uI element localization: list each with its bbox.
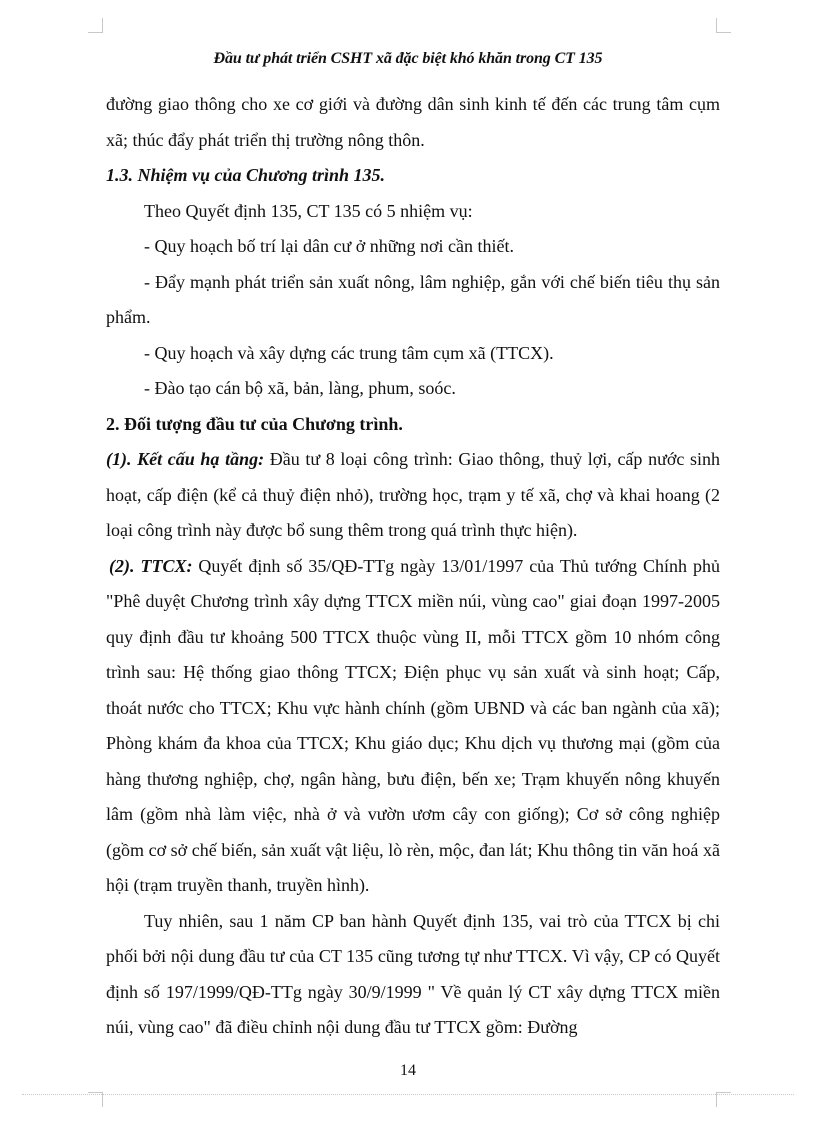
page-body bbox=[106, 87, 720, 1046]
paragraph-text: Đầu tư 8 loại công trình: Giao thông, thuỷ lợi, cấp nước sinh hoạt, cấp điện (kể cả thuỷ điện nhỏ), trường học, trạm y tế xã, chợ và khai hoang (2 loại công trình này được bổ sung thêm trong quá trình thực hiện). bbox=[106, 449, 720, 540]
list-item: - Đào tạo cán bộ xã, bản, làng, phum, soóc. bbox=[144, 378, 456, 398]
crop-mark-top-left bbox=[88, 18, 103, 33]
section-heading-1-3: 1.3. Nhiệm vụ của Chương trình 135. bbox=[106, 165, 385, 185]
page-number: 14 bbox=[400, 1062, 416, 1079]
subsection-label: (1). Kết cấu hạ tầng: bbox=[106, 449, 265, 469]
section-heading-2: 2. Đối tượng đầu tư của Chương trình. bbox=[106, 413, 403, 434]
paragraph-ttcx bbox=[106, 549, 720, 904]
page-bottom-divider bbox=[22, 1094, 794, 1095]
paragraph-infrastructure bbox=[106, 442, 720, 549]
list-item: - Đẩy mạnh phát triển sản xuất nông, lâm nghiệp, gắn với chế biến tiêu thụ sản phẩm. bbox=[106, 271, 720, 327]
list-item: - Quy hoạch bố trí lại dân cư ở những nơi cần thiết. bbox=[144, 236, 514, 256]
running-header: Đầu tư phát triển CSHT xã đặc biệt khó khăn trong CT 135 bbox=[213, 50, 603, 67]
crop-mark-top-right bbox=[716, 18, 731, 33]
paragraph-continuation: đường giao thông cho xe cơ giới và đường dân sinh kinh tế đến các trung tâm cụm xã; thúc đẩy phát triển thị trường nông thôn. bbox=[106, 94, 720, 150]
paragraph-text: Quyết định số 35/QĐ-TTg ngày 13/01/1997 của Thủ tướng Chính phủ "Phê duyệt Chương trình xây dựng TTCX miền núi, vùng cao" giai đoạn 1997-2005 quy định đầu tư khoảng 500 TTCX thuộc vùng II, mỗi TTCX gồm 10 nhóm công trình sau: Hệ thống giao thông TTCX; Điện phục vụ sản xuất và sinh hoạt; Cấp, thoát nước cho TTCX; Khu vực hành chính (gồm UBND và các ban ngành của xã); Phòng khám đa khoa của TTCX; Khu giáo dục; Khu dịch vụ thương mại (gồm của hàng thương nghiệp, chợ, ngân hàng, bưu điện, bến xe; Trạm khuyến nông khuyến lâm (gồm nhà làm việc, nhà ở và vườn ươm cây con giống); Cơ sở công nghiệp (gồm cơ sở chế biến, sản xuất vật liệu, lò rèn, mộc, đan lát; Khu thông tin văn hoá xã hội (trạm truyền thanh, truyền hình). bbox=[106, 555, 720, 895]
paragraph-intro: Theo Quyết định 135, CT 135 có 5 nhiệm vụ: bbox=[144, 200, 473, 221]
list-item: - Quy hoạch và xây dựng các trung tâm cụm xã (TTCX). bbox=[144, 342, 554, 363]
paragraph-however: Tuy nhiên, sau 1 năm CP ban hành Quyết định 135, vai trò của TTCX bị chi phối bởi nội dung đầu tư của CT 135 cũng tương tự như TTCX. Vì vậy, CP có Quyết định số 197/1999/QĐ-TTg ngày 30/9/1999 " Về quản lý CT xây dựng TTCX miền núi, vùng cao" đã điều chỉnh nội dung đầu tư TTCX gồm: Đường bbox=[106, 910, 720, 1037]
subsection-label: (2). TTCX: bbox=[109, 555, 193, 576]
